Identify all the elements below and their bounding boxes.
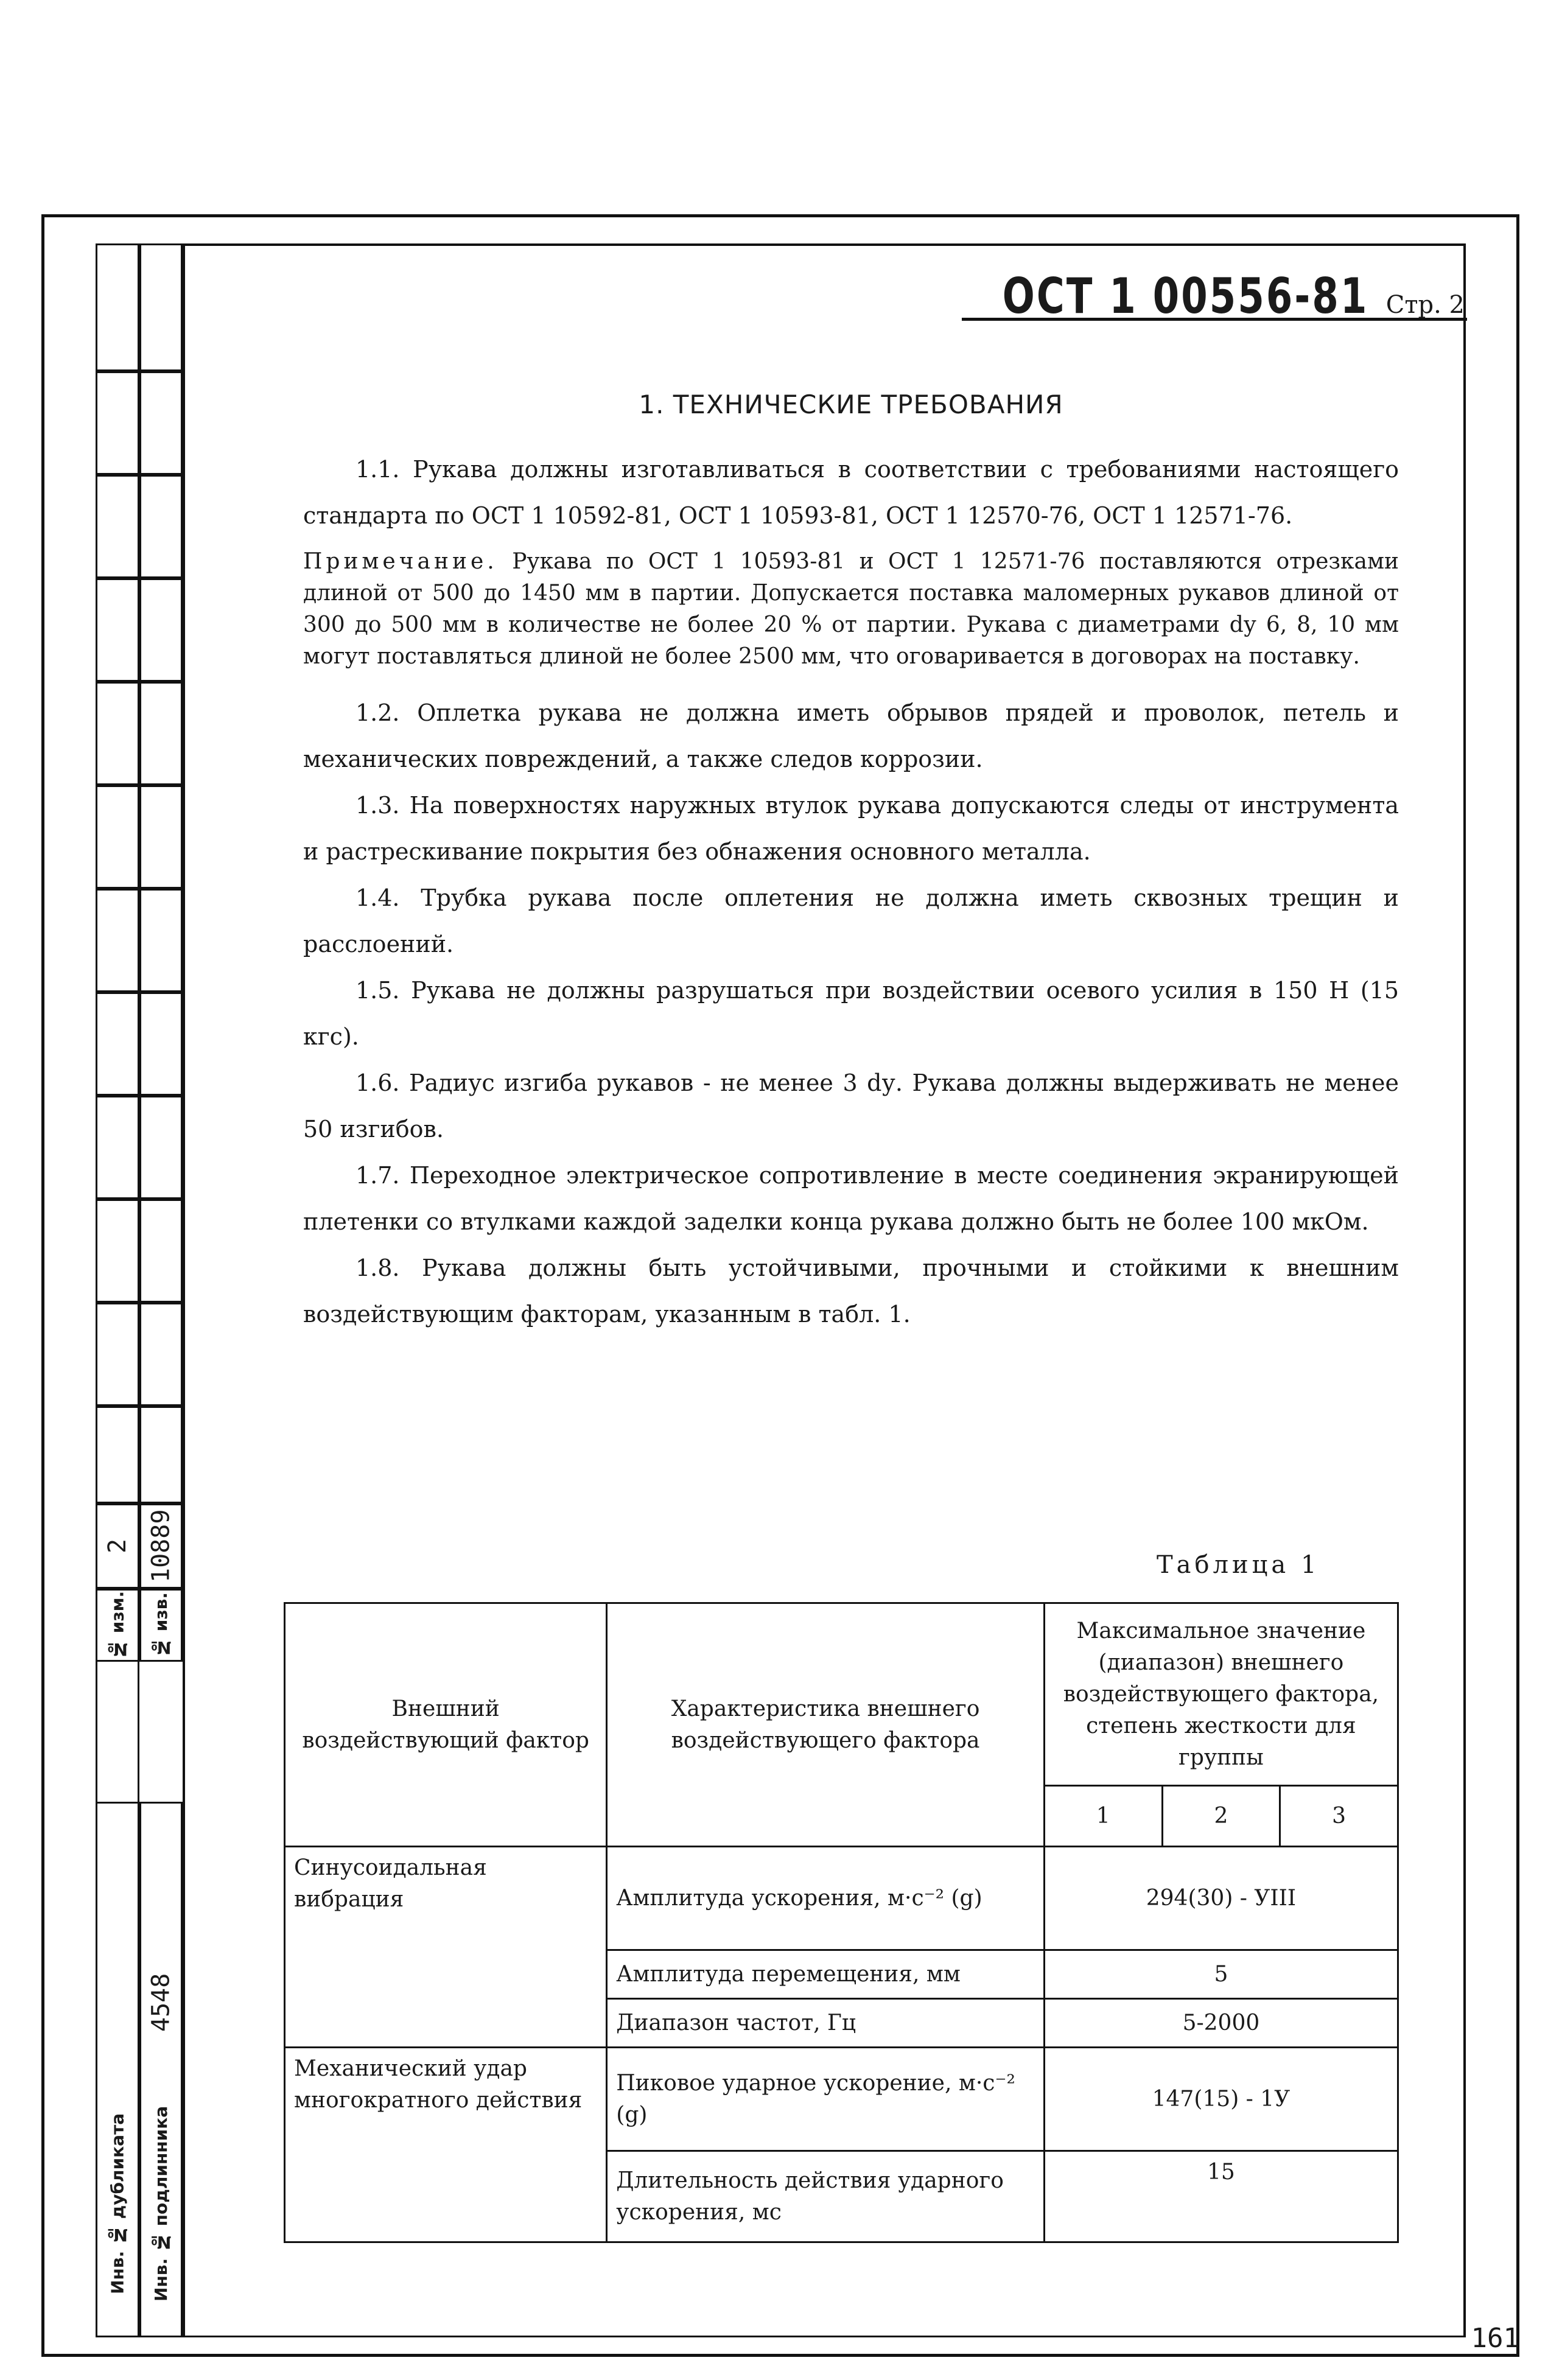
- note: [303, 546, 1399, 673]
- header-max-value: Максимальное значение (диапазон) внешнего воздействующего фактора, степень жесткости для группы: [1044, 1603, 1398, 1786]
- note-label: Примечание.: [303, 549, 498, 574]
- table-cell-characteristic: Диапазон частот, Гц: [607, 1999, 1045, 2048]
- header-underline: [962, 318, 1467, 321]
- original-inventory-label: Инв. № подлинника: [151, 2105, 171, 2301]
- group-1-header: 1: [1044, 1786, 1162, 1847]
- notice-number: 10889: [147, 1509, 175, 1583]
- document-code: ОСТ 1 00556-81: [1002, 268, 1369, 324]
- revision-number: 2: [103, 1538, 131, 1554]
- table-cell-value: 5: [1044, 1950, 1398, 1999]
- original-inventory-number: 4548: [147, 1973, 175, 2032]
- paragraph-1-2: 1.2. Оплетка рукава не должна иметь обрывов прядей и проволок, петель и механических повреждений, а также следов коррозии.: [303, 699, 1399, 772]
- table-cell-characteristic: Амплитуда ускорения, м·с⁻² (g): [607, 1847, 1045, 1950]
- table-cell-value: 15: [1044, 2151, 1398, 2242]
- table-cell-characteristic: Пиковое ударное ускорение, м·с⁻² (g): [607, 2048, 1045, 2151]
- document-header: [899, 268, 1465, 324]
- table-cell-value: 5-2000: [1044, 1999, 1398, 2048]
- duplicate-inventory-label: Инв. № дубликата: [107, 2113, 128, 2294]
- margin-stamp-column: [96, 243, 183, 2337]
- page-number: 161: [1471, 2323, 1519, 2354]
- paragraph-1-6: 1.6. Радиус изгиба рукавов - не менее 3 dу. Рукава должны выдерживать не менее 50 изгибов.: [303, 1069, 1399, 1143]
- factor-vibration: Синусоидальная вибрация: [285, 1847, 607, 2048]
- header-characteristic: Характеристика внешнего воздействующего фактора: [607, 1603, 1045, 1847]
- header-factor: Внешний воздействующий фактор: [285, 1603, 607, 1847]
- paragraph-1-5: 1.5. Рукава не должны разрушаться при воздействии осевого усилия в 150 Н (15 кгс).: [303, 977, 1399, 1050]
- table-cell-value: 147(15) - 1У: [1044, 2048, 1398, 2151]
- note-text: Рукава по ОСТ 1 10593-81 и ОСТ 1 12571-76 поставляются отрезками длиной от 500 до 1450 мм в партии. Допускается поставка маломерных рукавов длиной от 300 до 500 мм в количестве не более 20 % от партии. Рукава с диаметрами dу 6, 8, 10 мм могут поставляться длиной не более 2500 мм, что оговаривается в договорах на поставку.: [303, 549, 1399, 669]
- table-cell-characteristic: Амплитуда перемещения, мм: [607, 1950, 1045, 1999]
- group-2-header: 2: [1162, 1786, 1280, 1847]
- table-cell-value: 294(30) - УIII: [1044, 1847, 1398, 1950]
- paragraph-1-8: 1.8. Рукава должны быть устойчивыми, прочными и стойкими к внешним воздействующим факторам, указанным в табл. 1.: [303, 1255, 1399, 1328]
- main-content: [303, 390, 1399, 1337]
- page-reference: Стр. 2: [1385, 291, 1465, 319]
- revision-label: № изм.: [107, 1591, 128, 1660]
- table-caption: Таблица 1: [1157, 1551, 1320, 1579]
- section-title: 1. ТЕХНИЧЕСКИЕ ТРЕБОВАНИЯ: [639, 390, 1063, 419]
- paragraph-1-1: 1.1. Рукава должны изготавливаться в соответствии с требованиями настоящего стандарта по ОСТ 1 10592-81, ОСТ 1 10593-81, ОСТ 1 12570-76, ОСТ 1 12571-76.: [303, 456, 1399, 529]
- group-3-header: 3: [1280, 1786, 1398, 1847]
- factor-mechanical-shock: Механический удар многократного действия: [285, 2048, 607, 2242]
- table-1: [284, 1602, 1399, 2243]
- paragraph-1-7: 1.7. Переходное электрическое сопротивление в месте соединения экранирующей плетенки со втулками каждой заделки конца рукава должно быть не более 100 мкОм.: [303, 1162, 1399, 1235]
- paragraph-1-4: 1.4. Трубка рукава после оплетения не должна иметь сквозных трещин и расслоений.: [303, 884, 1399, 957]
- notice-label: № изв.: [151, 1592, 171, 1658]
- table-cell-characteristic: Длительность действия ударного ускорения, мс: [607, 2151, 1045, 2242]
- paragraph-1-3: 1.3. На поверхностях наружных втулок рукава допускаются следы от инструмента и растрескивание покрытия без обнажения основного металла.: [303, 792, 1399, 865]
